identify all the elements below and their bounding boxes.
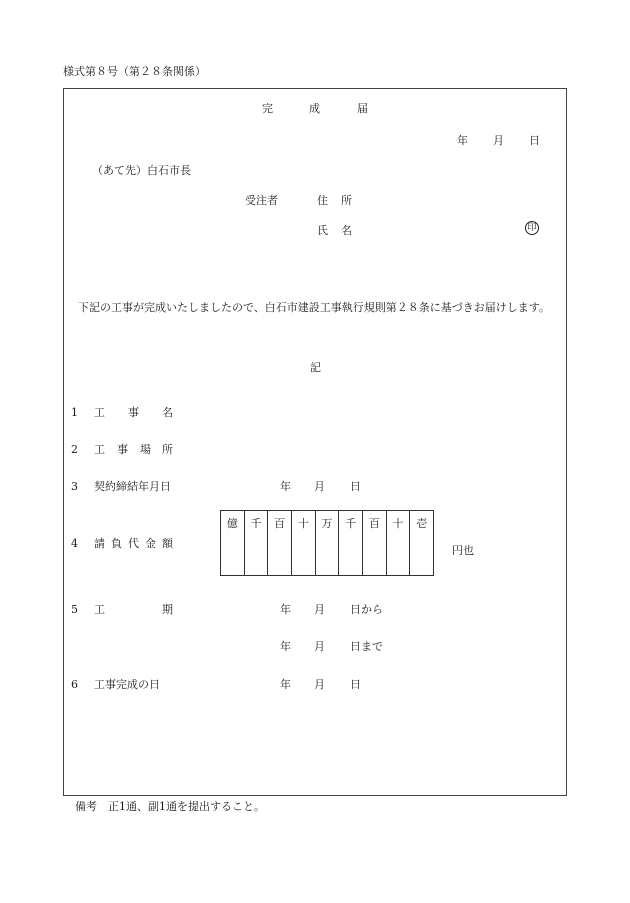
item-label-char: 金 bbox=[145, 537, 156, 550]
address-label-char: 住 bbox=[317, 194, 328, 207]
date-day: 日 bbox=[350, 678, 361, 691]
amount-unit-cell[interactable]: 万 bbox=[316, 511, 340, 575]
amount-unit-cell[interactable]: 百 bbox=[268, 511, 292, 575]
contractor-label: 受注者 bbox=[245, 194, 278, 207]
date-year: 年 bbox=[457, 134, 468, 147]
date-day: 日 bbox=[350, 480, 361, 493]
item-label-char: 工 bbox=[94, 406, 105, 419]
date-year: 年 bbox=[280, 678, 291, 691]
item-number: 5 bbox=[71, 603, 78, 616]
amount-suffix: 円也 bbox=[452, 544, 474, 557]
date-month: 月 bbox=[314, 480, 325, 493]
item-label-char: 事 bbox=[117, 443, 128, 456]
title-char: 完 bbox=[262, 102, 273, 115]
item-number: 4 bbox=[71, 537, 78, 550]
date-day-to: 日まで bbox=[350, 640, 383, 653]
date-day-from: 日から bbox=[350, 603, 383, 616]
item-label-char: 所 bbox=[162, 443, 173, 456]
amount-unit-cell[interactable]: 十 bbox=[387, 511, 411, 575]
date-year: 年 bbox=[280, 640, 291, 653]
item-number: 6 bbox=[71, 678, 78, 691]
name-label-char: 氏 bbox=[317, 224, 328, 237]
item-label-char: 額 bbox=[162, 537, 173, 550]
addressee: （あて先）白石市長 bbox=[92, 164, 191, 177]
item-number: 2 bbox=[71, 443, 78, 456]
item-number: 3 bbox=[71, 480, 78, 493]
date-month: 月 bbox=[314, 603, 325, 616]
item-label-char: 期 bbox=[162, 603, 173, 616]
item-label-char: 工 bbox=[94, 603, 105, 616]
address-label-char: 所 bbox=[341, 194, 352, 207]
item-label-char: 事 bbox=[128, 406, 139, 419]
date-day: 日 bbox=[529, 134, 540, 147]
amount-unit-cell[interactable]: 億 bbox=[221, 511, 245, 575]
amount-unit-cell[interactable]: 壱 bbox=[416, 517, 428, 530]
date-month: 月 bbox=[493, 134, 504, 147]
title-char: 届 bbox=[357, 102, 368, 115]
amount-unit-cell[interactable]: 百 bbox=[363, 511, 387, 575]
form-number-label: 様式第８号（第２８条関係） bbox=[63, 65, 206, 78]
date-year: 年 bbox=[280, 480, 291, 493]
amount-unit-cell[interactable]: 千 bbox=[245, 511, 269, 575]
date-month: 月 bbox=[314, 678, 325, 691]
date-year: 年 bbox=[280, 603, 291, 616]
amount-unit-cell[interactable]: 千 bbox=[339, 511, 363, 575]
amount-grid bbox=[220, 510, 434, 576]
amount-unit-cell[interactable]: 十 bbox=[292, 511, 316, 575]
item-label-char: 代 bbox=[128, 537, 139, 550]
title-char: 成 bbox=[309, 102, 320, 115]
seal-mark: 印 bbox=[525, 221, 539, 235]
remarks: 備考 正1通、副1通を提出すること。 bbox=[75, 800, 265, 813]
item-label-char: 名 bbox=[162, 406, 173, 419]
date-month: 月 bbox=[314, 640, 325, 653]
item-label-char: 工 bbox=[94, 443, 105, 456]
item-number: 1 bbox=[71, 406, 78, 419]
item-label-char: 請 bbox=[94, 537, 105, 550]
item-label: 契約締結年月日 bbox=[94, 480, 171, 493]
name-label-char: 名 bbox=[341, 224, 352, 237]
ki-heading: 記 bbox=[310, 361, 321, 374]
body-text: 下記の工事が完成いたしましたので、白石市建設工事執行規則第２８条に基づきお届けします。 bbox=[78, 301, 550, 314]
item-label-char: 負 bbox=[111, 537, 122, 550]
item-label-char: 場 bbox=[140, 443, 151, 456]
item-label: 工事完成の日 bbox=[94, 678, 160, 691]
